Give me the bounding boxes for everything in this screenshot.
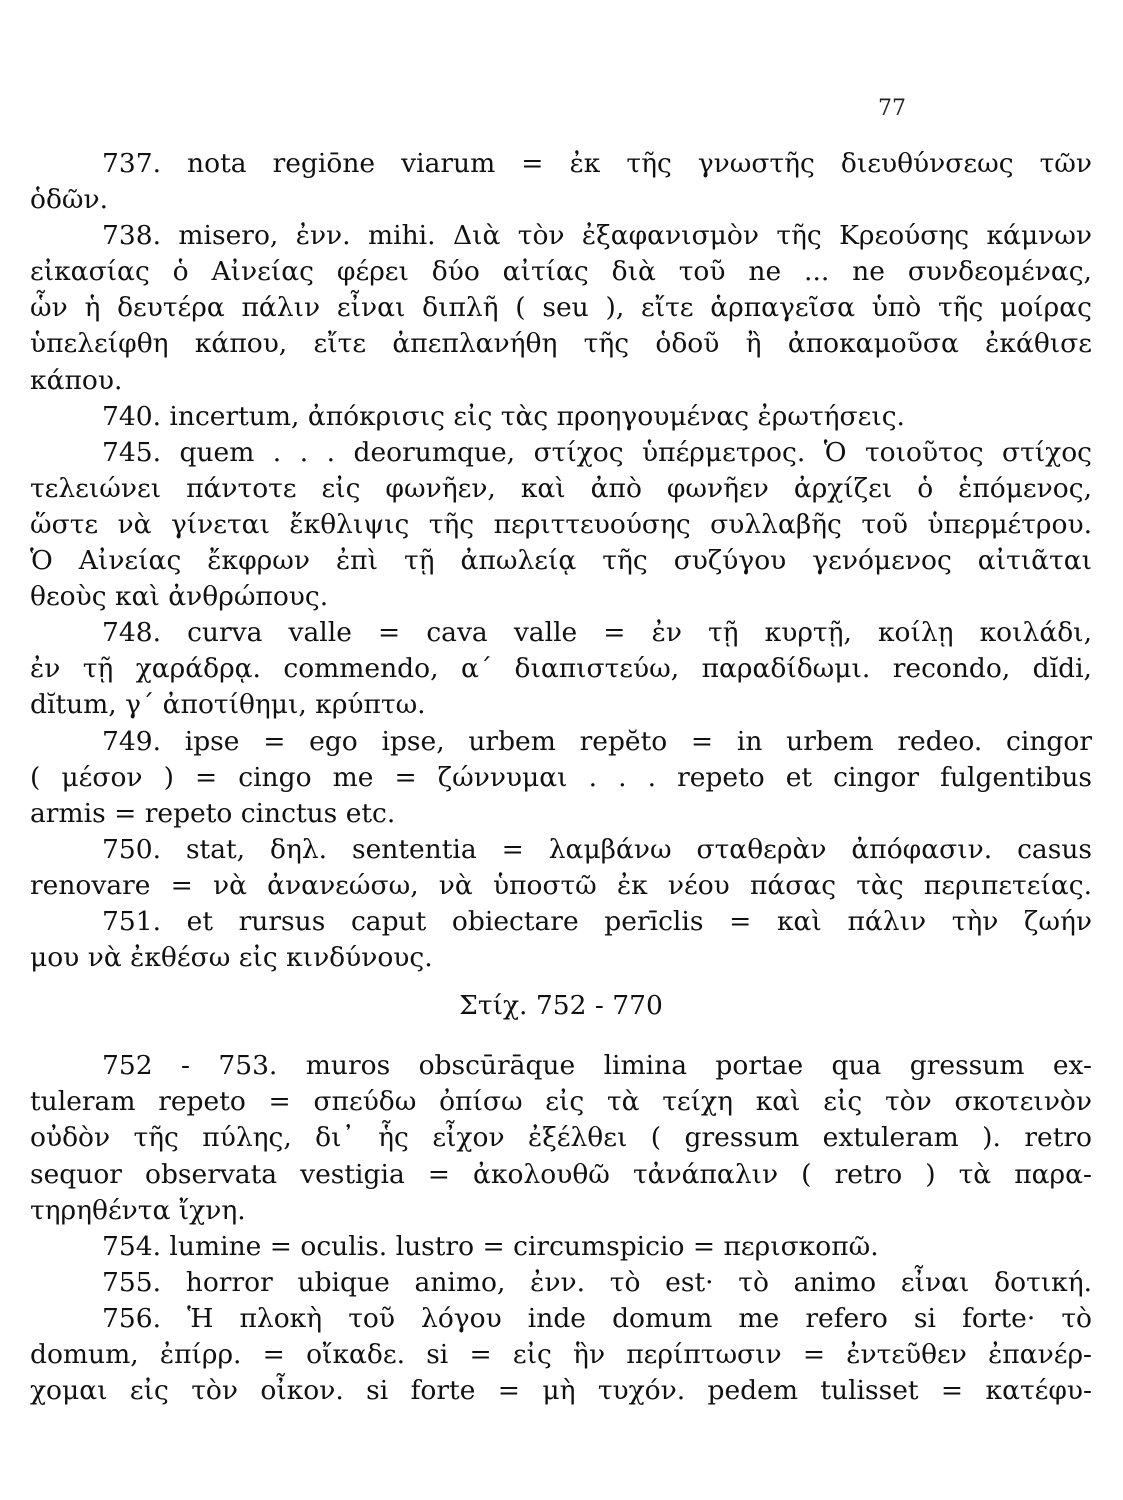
text-line: renovare = νὰ ἀνανεώσω, νὰ ὑποστῶ ἐκ νέου πάσας τὰς περιπετείας.: [30, 869, 1092, 901]
page-number: 77: [878, 96, 906, 121]
text-line: οὐδὸν τῆς πύλης, δι᾽ ἧς εἶχον ἐξέλθει ( gressum extuleram ). retro: [30, 1122, 1092, 1154]
text-line: 752 - 753. muros obscūrāque limina portae qua gressum ex-: [102, 1050, 1092, 1082]
text-line: domum, ἐπίρρ. = οἴκαδε. si = εἰς ἣν περίπτωσιν = ἐντεῦθεν ἐπανέρ-: [30, 1339, 1092, 1370]
text-line: κάπου.: [30, 364, 123, 396]
text-line: 738. misero, ἐνν. mihi. Διὰ τὸν ἐξαφανισμὸν τῆς Κρεούσης κάμνων: [102, 220, 1092, 252]
text-line: χομαι εἰς τὸν οἶκον. si forte = μὴ τυχόν. pedem tulisset = κατέφυ-: [30, 1375, 1092, 1407]
commentary-text: [30, 146, 1092, 1409]
text-line: ὑπελείφθη κάπου, εἴτε ἀπεπλανήθη τῆς ὁδοῦ ἢ ἀποκαμοῦσα ἐκάθισε: [30, 328, 1092, 360]
text-line: μου νὰ ἐκθέσω εἰς κινδύνους.: [30, 942, 433, 974]
text-line: 749. ipse = ego ipse, urbem repĕto = in urbem redeo. cingor: [102, 725, 1092, 757]
text-line: 750. stat, δηλ. sententia = λαμβάνω σταθερὰν ἀπόφασιν. casus: [102, 833, 1092, 865]
text-line: 740. incertum, ἀπόκρισις εἰς τὰς προηγουμένας ἐρωτήσεις.: [102, 400, 905, 432]
text-line: τηρηθέντα ἴχνη.: [30, 1194, 246, 1226]
text-line: 756. Ἡ πλοκὴ τοῦ λόγου inde domum me refero si forte· τὸ: [102, 1302, 1092, 1334]
text-line: 748. curva valle = cava valle = ἐν τῇ κυρτῇ, κοίλῃ κοιλάδι,: [102, 617, 1092, 649]
commentary-block-737-751: [30, 146, 1092, 976]
text-line: ὧν ἡ δευτέρα πάλιν εἶναι διπλῆ ( seu ), εἴτε ἁρπαγεῖσα ὑπὸ τῆς μοίρας: [30, 292, 1092, 324]
text-line: tuleram repeto = σπεύδω ὀπίσω εἰς τὰ τείχη καὶ εἰς τὸν σκοτεινὸν: [30, 1086, 1092, 1118]
text-line: sequor observata vestigia = ἀκολουθῶ τἀνάπαλιν ( retro ) τὰ παρα-: [30, 1158, 1092, 1190]
text-line: ἐν τῇ χαράδρᾳ. commendo, α΄ διαπιστεύω, παραδίδωμι. recondo, dĭdi,: [30, 653, 1092, 685]
text-line: armis = repeto cinctus etc.: [30, 797, 396, 829]
commentary-block-752-756: [30, 1048, 1092, 1409]
text-line: 755. horror ubique animo, ἐνν. τὸ est· τὸ animo εἶναι δοτική.: [102, 1266, 1092, 1298]
text-line: εἰκασίας ὁ Αἰνείας φέρει δύο αἰτίας διὰ τοῦ ne ... ne συνδεομένας,: [30, 256, 1092, 288]
text-line: 745. quem . . . deorumque, στίχος ὑπέρμετρος. Ὁ τοιοῦτος στίχος: [102, 436, 1092, 468]
text-line: Ὁ Αἰνείας ἔκφρων ἐπὶ τῇ ἀπωλείᾳ τῆς συζύγου γενόμενος αἰτιᾶται: [30, 545, 1092, 577]
text-line: 751. et rursus caput obiectare perīclis = καὶ πάλιν τὴν ζωήν: [102, 905, 1092, 937]
text-line: dĭtum, γ΄ ἀποτίθημι, κρύπτω.: [30, 689, 426, 721]
text-line: ( μέσον ) = cingo me = ζώννυμαι . . . repeto et cingor fulgentibus: [30, 761, 1092, 793]
section-heading: Στίχ. 752 - 770: [459, 990, 663, 1022]
text-line: ὁδῶν.: [30, 184, 109, 216]
text-line: ὥστε νὰ γίνεται ἔκθλιψις τῆς περιττευούσης συλλαβῆς τοῦ ὑπερμέτρου.: [30, 508, 1092, 540]
text-line: 737. nota regiōne viarum = ἐκ τῆς γνωστῆς διευθύνσεως τῶν: [102, 148, 1092, 179]
text-line: θεοὺς καὶ ἀνθρώπους.: [30, 581, 329, 613]
text-line: τελειώνει πάντοτε εἰς φωνῆεν, καὶ ἀπὸ φωνῆεν ἀρχίζει ὁ ἑπόμενος,: [30, 472, 1092, 504]
text-line: 754. lumine = oculis. lustro = circumspicio = περισκοπῶ.: [102, 1230, 879, 1262]
